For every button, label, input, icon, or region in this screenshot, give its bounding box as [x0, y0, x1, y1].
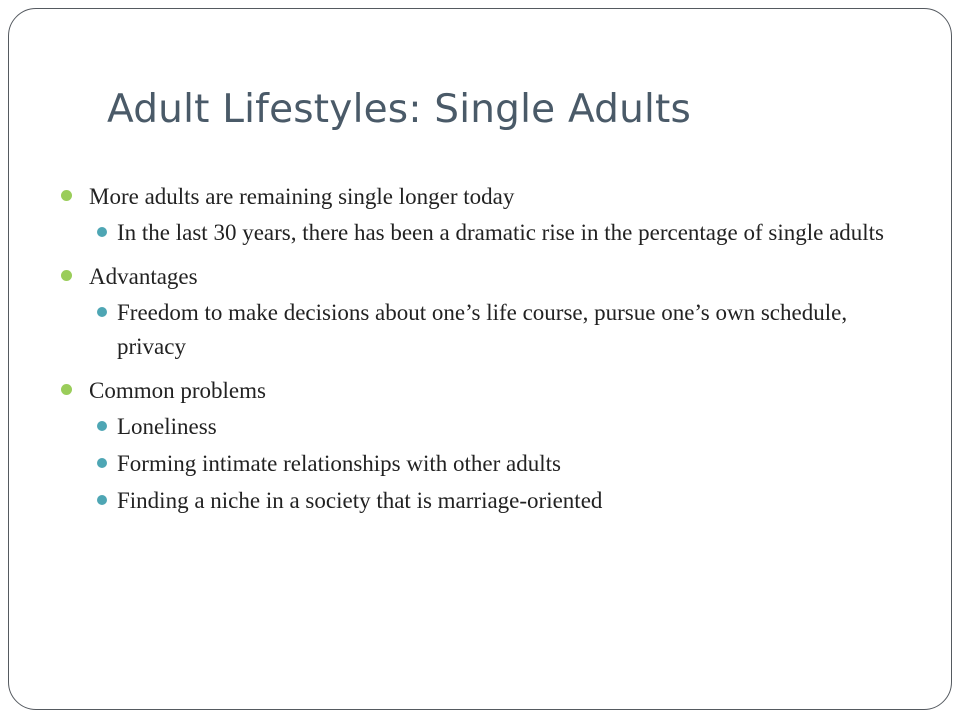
sub-bullet-text: In the last 30 years, there has been a dramatic rise in the percentage of single adults — [117, 220, 885, 245]
bullet-text: Common problems — [89, 378, 266, 403]
bullet-dot-icon — [61, 270, 72, 281]
sub-bullet-dot-icon — [97, 458, 107, 468]
bullet-list — [9, 181, 953, 518]
sub-bullet-text: Finding a niche in a society that is marriage-oriented — [117, 488, 603, 513]
sub-bullet-list — [89, 216, 913, 250]
bullet-dot-icon — [61, 384, 72, 395]
sub-bullet-item — [117, 410, 913, 444]
sub-bullet-list — [89, 296, 913, 364]
bullet-text: More adults are remaining single longer today — [89, 184, 515, 209]
sub-bullet-text: Freedom to make decisions about one’s life course, pursue one’s own schedule, privacy — [117, 300, 848, 359]
bullet-item — [89, 181, 913, 250]
sub-bullet-item — [117, 484, 913, 518]
bullet-dot-icon — [61, 190, 72, 201]
sub-bullet-dot-icon — [97, 307, 107, 317]
slide — [8, 8, 952, 710]
slide-title: Adult Lifestyles: Single Adults — [107, 87, 692, 132]
sub-bullet-item — [117, 216, 913, 250]
sub-bullet-dot-icon — [97, 227, 107, 237]
sub-bullet-list — [89, 410, 913, 518]
bullet-text: Advantages — [89, 264, 198, 289]
sub-bullet-text: Loneliness — [117, 414, 217, 439]
bullet-item — [89, 375, 913, 518]
sub-bullet-dot-icon — [97, 495, 107, 505]
sub-bullet-text: Forming intimate relationships with other adults — [117, 451, 561, 476]
sub-bullet-item — [117, 447, 913, 481]
sub-bullet-dot-icon — [97, 421, 107, 431]
bullet-item — [89, 261, 913, 364]
sub-bullet-item — [117, 296, 913, 364]
